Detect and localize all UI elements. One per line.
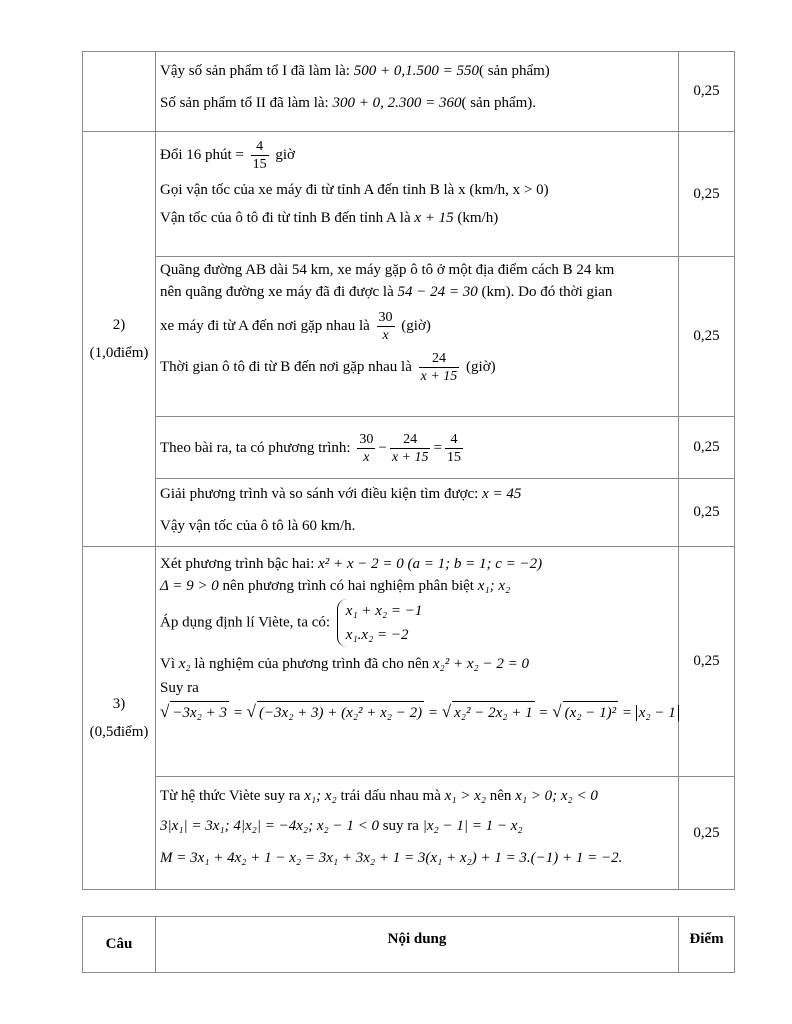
fraction — [357, 431, 375, 466]
text: nên quãng đường xe máy đã đi được là — [160, 284, 398, 300]
radicand: x₂² − 2x₂ + 1 — [452, 701, 535, 724]
text: Suy ra — [160, 680, 199, 696]
text: nên — [485, 788, 516, 804]
operator: = — [433, 439, 442, 456]
numerator: 24 — [419, 350, 460, 368]
fraction — [390, 431, 431, 466]
text: trái dấu nhau mà — [336, 788, 445, 804]
math: x₁; x₂ — [477, 578, 511, 594]
denominator: 15 — [252, 157, 267, 172]
math: x₁ > 0; x₂ < 0 — [515, 788, 598, 804]
math: x + 15 — [414, 210, 454, 226]
content-cell — [156, 777, 679, 890]
text: Theo bài ra, ta có phương trình: — [160, 439, 355, 456]
content-cell — [156, 132, 679, 257]
text: xe máy đi từ A đến nơi gặp nhau là — [160, 317, 374, 334]
math: 300 + 0, 2.300 = 360 — [332, 95, 462, 111]
text: Vì — [160, 656, 179, 672]
text: (giờ) — [397, 317, 431, 334]
operator: = — [618, 705, 636, 721]
denominator: x — [382, 328, 389, 343]
text: Gọi vận tốc của xe máy đi từ tỉnh A đến tỉnh B là x (km/h, x > 0) — [160, 182, 549, 198]
denominator: 15 — [446, 450, 461, 465]
text: (km). Do đó thời gian — [477, 284, 613, 300]
math: 500 + 0,1.500 = 550 — [353, 63, 479, 79]
denominator: x + 15 — [391, 450, 429, 465]
text: Từ hệ thức Viète suy ra — [160, 788, 305, 804]
text: giờ — [271, 146, 295, 163]
content-cell — [156, 479, 679, 547]
score-cell: 0,25 — [679, 257, 735, 417]
radicand: −3x₂ + 3 — [170, 701, 229, 724]
math: M = 3x₁ + 4x₂ + 1 − x₂ = 3x₁ + 3x₂ + 1 = 3(x₁ + x₂) + 1 = 3.(−1) + 1 = −2. — [160, 850, 623, 866]
header-question: Câu — [83, 917, 156, 973]
equation: x₁ + x₂ = −1 — [345, 603, 423, 619]
content-cell — [156, 417, 679, 479]
radicand: (−3x₂ + 3) + (x₂² + x₂ − 2) — [257, 701, 424, 724]
math: 54 − 24 = 30 — [397, 284, 478, 300]
question-points: (1,0điểm) — [89, 345, 149, 361]
radical-icon: √ — [246, 702, 256, 721]
header-table — [82, 916, 735, 973]
score-cell: 0,25 — [679, 52, 735, 132]
question-number: 2) — [112, 317, 126, 333]
text: Áp dụng định lí Viète, ta có: — [160, 614, 334, 631]
score-cell: 0,25 — [679, 547, 735, 777]
text: ( sản phẩm). — [461, 95, 537, 111]
text: ( sản phẩm) — [478, 63, 550, 79]
math: x₂² + x₂ − 2 = 0 — [432, 656, 529, 672]
math: x₂ — [178, 656, 191, 672]
answer-table — [82, 51, 735, 890]
operator: − — [378, 439, 387, 456]
math: x = 45 — [482, 486, 522, 502]
question-number: 3) — [112, 696, 126, 712]
header-score: Điểm — [679, 917, 735, 973]
score-cell: 0,25 — [679, 479, 735, 547]
equation: x₁.x₂ = −2 — [345, 627, 409, 643]
text: Vậy số sản phẩm tổ I đã làm là: — [160, 63, 354, 79]
radical-icon: √ — [552, 702, 562, 721]
content-cell — [156, 52, 679, 132]
content-cell — [156, 547, 679, 777]
table-row — [83, 547, 735, 777]
text: (km/h) — [453, 210, 499, 226]
operator: = — [534, 705, 553, 721]
numerator: 4 — [445, 431, 463, 449]
table-row — [83, 52, 735, 132]
score-cell: 0,25 — [679, 132, 735, 257]
table-row — [83, 777, 735, 890]
text: Thời gian ô tô đi từ B đến nơi gặp nhau là — [160, 358, 416, 375]
denominator: x + 15 — [420, 369, 458, 384]
math: |x₂ − 1| = 1 − x₂ — [422, 818, 523, 834]
text: Vậy vận tốc của ô tô là 60 km/h. — [160, 518, 356, 534]
math: x₁; x₂ — [304, 788, 337, 804]
text: Đổi 16 phút = — [160, 146, 248, 163]
fraction — [419, 350, 460, 385]
denominator: x — [363, 450, 370, 465]
fraction — [445, 431, 463, 466]
equation-system — [337, 599, 427, 647]
math: x² + x − 2 = 0 (a = 1; b = 1; c = −2) — [318, 556, 543, 572]
score-cell: 0,25 — [679, 417, 735, 479]
fraction — [377, 309, 395, 344]
content-cell — [156, 257, 679, 417]
radical-icon: √ — [160, 702, 170, 721]
text: là nghiệm của phương trình đã cho nên — [190, 656, 433, 672]
absolute-value: x₂ − 1 — [636, 705, 679, 721]
table-row — [83, 257, 735, 417]
text: Số sản phẩm tổ II đã làm là: — [160, 95, 333, 111]
numerator: 30 — [378, 310, 393, 325]
header-row — [83, 917, 735, 973]
operator: = — [424, 705, 442, 721]
question-points: (0,5điểm) — [89, 724, 149, 740]
score-cell: 0,25 — [679, 777, 735, 890]
text: suy ra — [378, 818, 423, 834]
math: 3|x₁| = 3x₁; 4|x₂| = −4x₂; x₂ − 1 < 0 — [160, 818, 379, 834]
text: nên phương trình có hai nghiệm phân biệt — [218, 578, 478, 594]
text: (giờ) — [462, 358, 496, 375]
text: Vận tốc của ô tô đi từ tỉnh B đến tỉnh A là — [160, 210, 415, 226]
radicand: (x₂ − 1)² — [563, 701, 618, 724]
table-row — [83, 132, 735, 257]
table-row — [83, 417, 735, 479]
table-row — [83, 479, 735, 547]
text: Giải phương trình và so sánh với điều kiện tìm được: — [160, 486, 483, 502]
math: x₁ > x₂ — [444, 788, 486, 804]
fraction — [251, 138, 269, 173]
text: Quãng đường AB dài 54 km, xe máy gặp ô tô ở một địa điểm cách B 24 km — [160, 262, 615, 278]
header-content: Nội dung — [156, 917, 679, 973]
operator: = — [228, 705, 247, 721]
radical-icon: √ — [441, 702, 452, 721]
question-cell — [83, 547, 156, 890]
numerator: 30 — [359, 432, 374, 447]
root-chain — [160, 701, 678, 724]
numerator: 4 — [251, 138, 269, 156]
question-cell — [83, 52, 156, 132]
question-cell — [83, 132, 156, 547]
numerator: 24 — [390, 431, 431, 449]
math: Δ = 9 > 0 — [160, 578, 219, 594]
text: Xét phương trình bậc hai: — [160, 556, 319, 572]
